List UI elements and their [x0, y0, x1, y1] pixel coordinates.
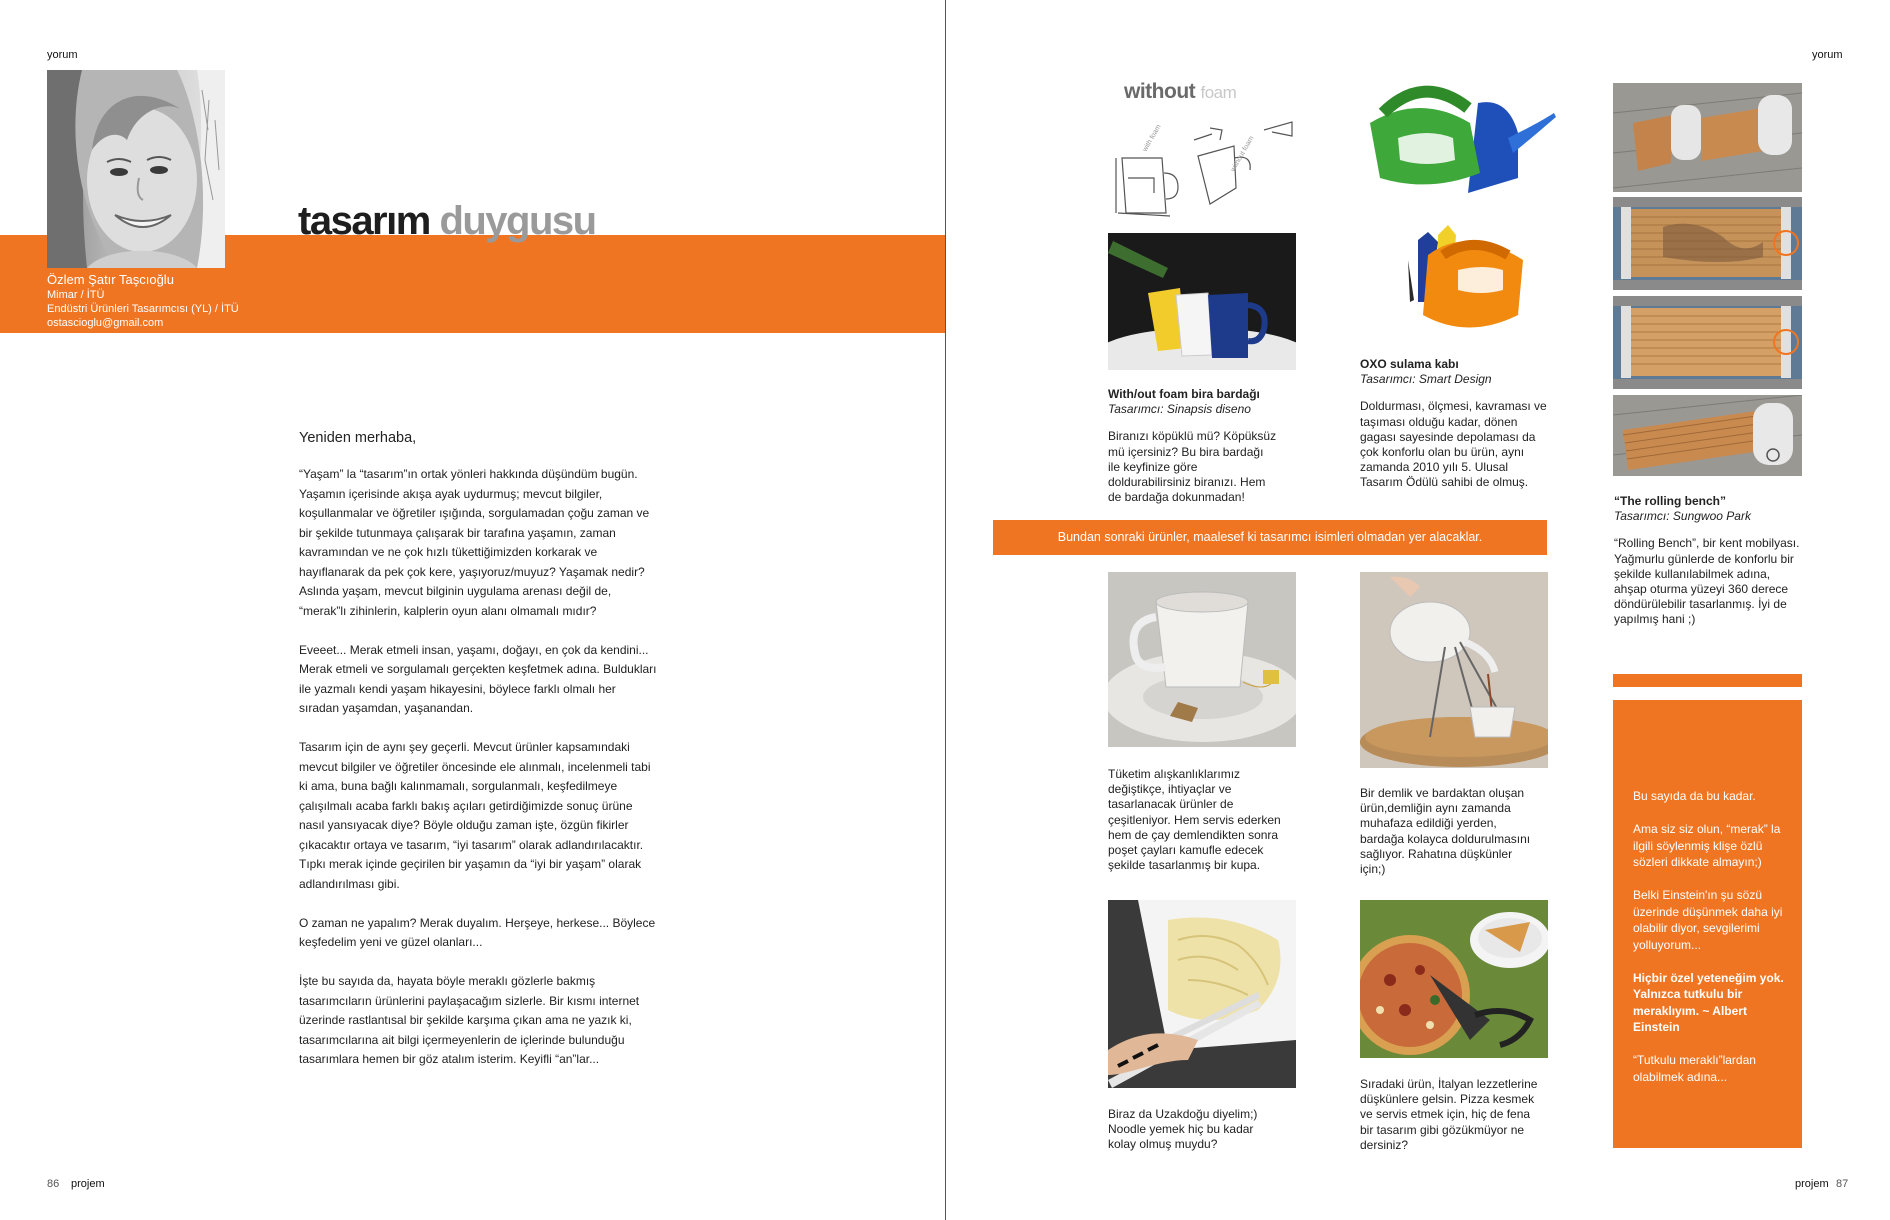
paragraph-3: Tasarım için de aynı şey geçerli. Mevcut ürünler kapsamındaki mevcut bilgiler ve öğretiler öncesinde ele alınmalı, incelenmeli tabi ki ama, buna bağlı kalınmamalı, sorgulanmalı, keşfedilmeye çalışılmalı acaba farklı bakış açıları getirdiğimizde sonuç ürüne nasıl yansıyacak diye? Böyle olduğu zaman işte, özgün fikirler çıkacaktır ortaya ve tasarım, “iyi tasarım” olarak adlandırılacaktır. Tıpkı merak içinde geçirilen bir yaşamın da “iyi bir yaşam” olarak adlandırılması gibi. [299, 740, 651, 891]
paragraph-1: “Yaşam” la “tasarım”ın ortak yönleri hakkında düşündüm bugün. Yaşamın içerisinde akışa ayak uydurmuş; mevcut bilgiler, koşullanmalar ve öğretiler ışığında, sorgulamadan çoğu zaman ve bir şekilde tutunmaya çalışarak bir tarafına yaşamın, zaman kavramından ve ne çok hızlı tükettiğimizden korkarak ve hayıflanarak da pek çok kere, yaşıyoruz/muyuz? Yaşamak nedir? Aslında yaşam, mevcut bilginin uygulama arenası değil de, “merak”lı zihinlerin, kalplerin oyun alanı olmamalı mıdır? [299, 467, 650, 618]
section-label-right: yorum [1812, 49, 1843, 61]
page-number-left: 86 [47, 1178, 60, 1190]
oxo-designer: Tasarımcı: Smart Design [1360, 372, 1492, 387]
einstein-quote: Hiçbir özel yeteneğim yok. Yalnızca tutkulu bir meraklıyım. ~ Albert Einstein [1633, 970, 1784, 1034]
author-email[interactable]: ostascioglu@gmail.com [47, 317, 164, 329]
paragraph-4: O zaman ne yapalım? Merak duyalım. Herşeye, herkese... Böylece keşfedelim yeni ve güzel olanları... [299, 915, 656, 949]
closing-note-box [1613, 700, 1802, 1148]
noodle-caption: Biraz da Uzakdoğu diyelim;) Noodle yemek hiç bu kadar kolay olmuş muydu? [1108, 1107, 1258, 1152]
author-role-2: Endüstri Ürünleri Tasarımcısı (YL) / İTÜ [47, 303, 239, 315]
pizza-caption: Sıradaki ürün, İtalyan lezzetlerine düşkünlere gelsin. Pizza kesmek ve servis etmek için, hiç de fena bir tasarım gibi gözükmüyor ne dersiniz? [1360, 1077, 1538, 1152]
author-name: Özlem Şatır Taşcıoğlu [47, 272, 174, 287]
closing-p2: Ama siz siz olun, “merak” la ilgili söylenmiş klişe özlü sözleri dikkate almayın;) [1633, 822, 1781, 869]
paragraph-2: Eveeet... Merak etmeli insan, yaşamı, doğayı, en çok da kendini... Merak etmeli ve sorgulamalı gerçekten keşfetmek adına. Buldukları ile yazmalı kendi yaşam hikayesini, böylece farklı olmalı her sıradan yaşamdan, yaşanandan. [299, 642, 657, 715]
closing-p4: “Tutkulu meraklı”lardan olabilmek adına... [1633, 1053, 1756, 1084]
author-role-1: Mimar / İTÜ [47, 289, 105, 301]
closing-p1: Bu sayıda da bu kadar. [1633, 789, 1756, 803]
article-title [298, 196, 596, 246]
greeting: Yeniden merhaba, [299, 430, 417, 446]
oxo-text: Doldurması, ölçmesi, kavraması ve taşıması olduğu kadar, dönen gagası sayesinde depolaması da çok konforlu olan bu ürün, aynı zamanda 2010 yılı 5. Ulusal Tasarım Ödülü sahibi de olmuş. [1360, 399, 1547, 490]
oxo-watering-can-photo-2 [1388, 220, 1538, 338]
section-label-left: yorum [47, 49, 78, 61]
mug-sketch-image [1114, 118, 1302, 218]
article-body [299, 428, 659, 1089]
magazine-name-right: projem [1795, 1178, 1829, 1190]
oxo-caption [1360, 357, 1550, 491]
noodle-chopsticks-photo [1108, 900, 1296, 1088]
logo-without-text: without [1124, 80, 1196, 103]
mug-title: With/out foam bira bardağı [1108, 387, 1260, 401]
bench-designer: Tasarımcı: Sungwoo Park [1614, 509, 1751, 524]
mug-caption [1108, 387, 1278, 505]
closing-p3: Belki Einstein'ın şu sözü üzerinde düşünmek daha iyi olabilir diyor, sevgilerimi yolluyorum... [1633, 888, 1783, 952]
teapot-photo [1360, 572, 1548, 768]
designer-note-banner: Bundan sonraki ürünler, maalesef ki tasarımcı isimleri olmadan yer alacaklar. [993, 520, 1547, 555]
mug-text: Biranızı köpüklü mü? Köpüksüz mü içersiniz? Bu bira bardağı ile keyfinize göre doldurabilirsiniz biranızı. Hem de bardağa dokunmadan! [1108, 429, 1277, 505]
oxo-title: OXO sulama kabı [1360, 357, 1459, 371]
rolling-bench-photo-1 [1613, 83, 1802, 192]
author-portrait [47, 70, 225, 268]
sketch-label-with: with foam [1141, 123, 1163, 153]
bench-text: “Rolling Bench”, bir kent mobilyası. Yağmurlu günlerde de konforlu bir şekilde kullanılabilmek adına, ahşap oturma yüzeyi 360 derece döndürülebilir tasarlanmış. İyi de yapılmış hani ;) [1614, 536, 1800, 627]
author-block [47, 271, 239, 330]
logo-foam-text: foam [1200, 83, 1237, 102]
without-foam-logo [1124, 80, 1236, 104]
bench-caption [1614, 494, 1804, 628]
beer-mugs-photo [1108, 233, 1296, 370]
oxo-watering-can-photo-1 [1358, 83, 1558, 208]
cup-caption: Tüketim alışkanlıklarımız değiştikçe, ihtiyaçlar ve tasarlanacak ürünler de çeşitleniyor. Hem servis ederken hem de çay demlendikten sonra poşet çayları kamufle edecek şekilde tasarlanmış bir kupa. [1108, 767, 1281, 873]
title-gray: duygusu [439, 199, 596, 243]
paragraph-5: İşte bu sayıda da, hayata böyle meraklı gözlerle bakmış tasarımcıların ürünlerini paylaşacağım sizlerle. Bir kısmı internet üzerinde rastlantısal bir şekilde karşıma çıkan ama ne yazık ki, tasarımcılarına ait bilgi içermeyenlerin de içlerinde bulunduğu tasarımlara hemen bir göz atalım isterim. Keyifli “an”lar... [299, 974, 640, 1066]
rolling-bench-photo-3 [1613, 296, 1802, 389]
page-number-right: 87 [1836, 1178, 1849, 1190]
pizza-scissors-photo [1360, 900, 1548, 1058]
sketch-label-without: without foam [1229, 135, 1256, 173]
rolling-bench-photo-4 [1613, 395, 1802, 476]
rolling-bench-photo-2 [1613, 197, 1802, 290]
bench-title: “The rolling bench” [1614, 494, 1727, 508]
title-dark: tasarım [298, 199, 430, 243]
teapot-caption: Bir demlik ve bardaktan oluşan ürün,demliğin aynı zamanda muhafaza edildiği yerden, bardağa kolayca doldurulmasını sağlıyor. Rahatına düşkünler için;) [1360, 786, 1531, 877]
side-accent-bar [1613, 674, 1802, 687]
mug-designer: Tasarımcı: Sinapsis diseno [1108, 402, 1251, 417]
magazine-name-left: projem [71, 1178, 105, 1190]
tea-cup-photo [1108, 572, 1296, 747]
